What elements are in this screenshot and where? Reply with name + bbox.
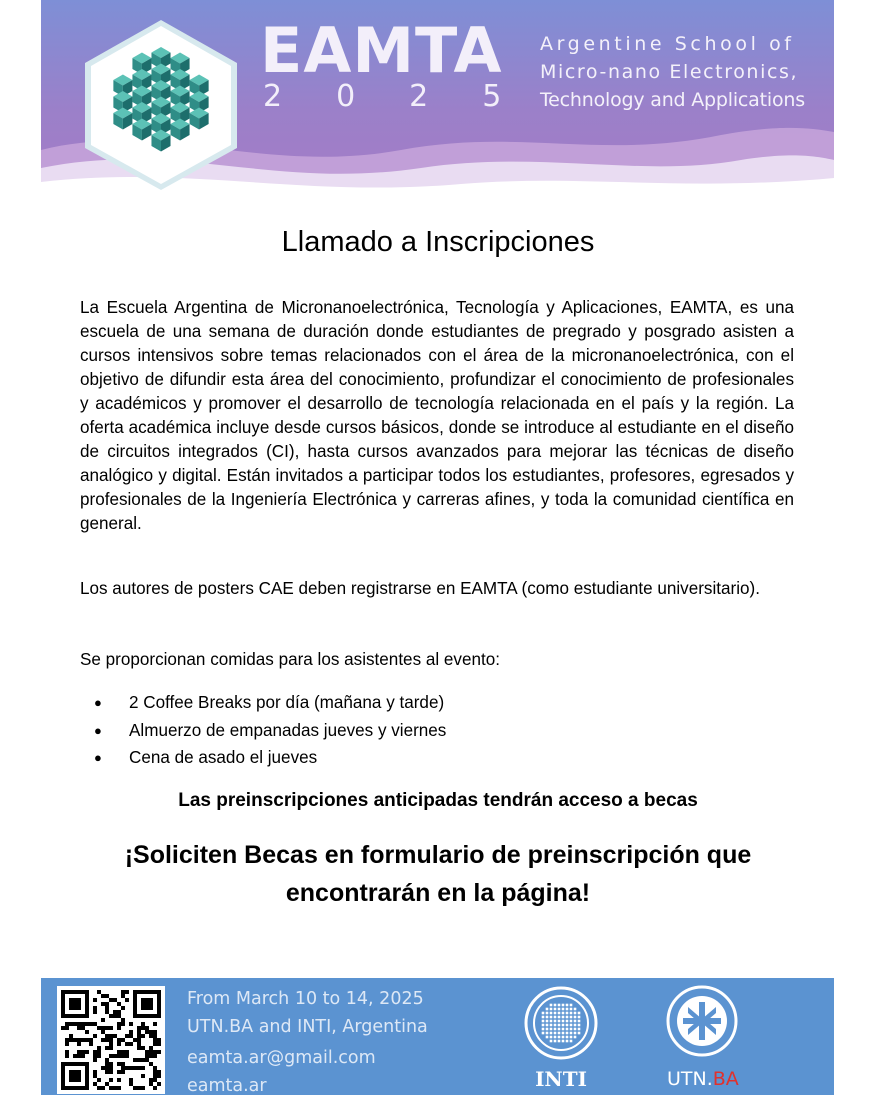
poster-paragraph: Los autores de posters CAE deben registrarse en EAMTA (como estudiante universitario).	[80, 579, 760, 598]
utn-label: UTN.BA	[667, 1068, 739, 1090]
meal-text: 2 Coffee Breaks por día (mañana y tarde)	[129, 693, 445, 712]
header-banner	[41, 0, 834, 200]
meals-list	[80, 689, 780, 772]
school-line-3: Technology and Applications	[540, 89, 805, 111]
list-item	[80, 689, 780, 717]
inti-label: INTI	[535, 1067, 587, 1091]
qr-code-icon[interactable]	[57, 986, 165, 1094]
page-title: Llamado a Inscripciones	[281, 226, 595, 258]
list-item	[80, 717, 780, 745]
utn-ba-logo	[657, 985, 747, 1091]
list-item	[80, 744, 780, 772]
call-to-action	[0, 836, 876, 912]
eamta-year: 2025	[263, 79, 556, 114]
cta-line-1: ¡Soliciten Becas en formulario de preinscripción que	[124, 841, 752, 869]
footer-banner	[41, 978, 834, 1095]
inti-logo	[523, 985, 599, 1091]
intro-paragraph: La Escuela Argentina de Micronanoelectrónica, Tecnología y Aplicaciones, EAMTA, es una escuela de una semana de duración donde estudiantes de pregrado y posgrado asisten a cursos intensivos sobre temas relacionados con el área de la micronanoelectrónica, con el objetivo de difundir esta área del conocimiento, profundizar el conocimiento de profesionales y académicos y promover el desarrollo de tecnología relacionada en el país y la región. La oferta académica incluye desde cursos básicos, donde se introduce al estudiante en el diseño de circuitos integrados (CI), hasta cursos avanzados para mejorar las técnicas de diseño analógico y digital. Están invitados a participar todos los estudiantes, profesores, egresados y profesionales de la Ingeniería Electrónica y carreras afines, y toda la comunidad científica en general.	[80, 298, 794, 533]
school-line-1: Argentine School of	[540, 33, 795, 55]
event-location: UTN.BA and INTI, Argentina	[187, 1017, 428, 1037]
meal-text: Cena de asado el jueves	[129, 748, 318, 767]
event-dates: From March 10 to 14, 2025	[187, 989, 424, 1009]
contact-email[interactable]: eamta.ar@gmail.com	[187, 1048, 376, 1068]
cta-line-2: encontrarán en la página!	[285, 879, 591, 907]
bullet-icon: ●	[94, 695, 102, 710]
website-link[interactable]: eamta.ar	[187, 1076, 267, 1096]
bullet-icon: ●	[94, 750, 102, 765]
bullet-icon: ●	[94, 722, 102, 738]
meal-text: Almuerzo de empanadas jueves y viernes	[129, 720, 447, 740]
eamta-brand: EAMTA	[260, 14, 503, 87]
becas-note: Las preinscripciones anticipadas tendrán acceso a becas	[178, 790, 698, 811]
event-info	[187, 985, 428, 1100]
school-name	[540, 30, 805, 114]
school-line-2: Micro-nano Electronics,	[540, 61, 799, 83]
meals-intro: Se proporcionan comidas para los asistentes al evento:	[80, 650, 500, 669]
eamta-cube-logo	[83, 18, 239, 192]
